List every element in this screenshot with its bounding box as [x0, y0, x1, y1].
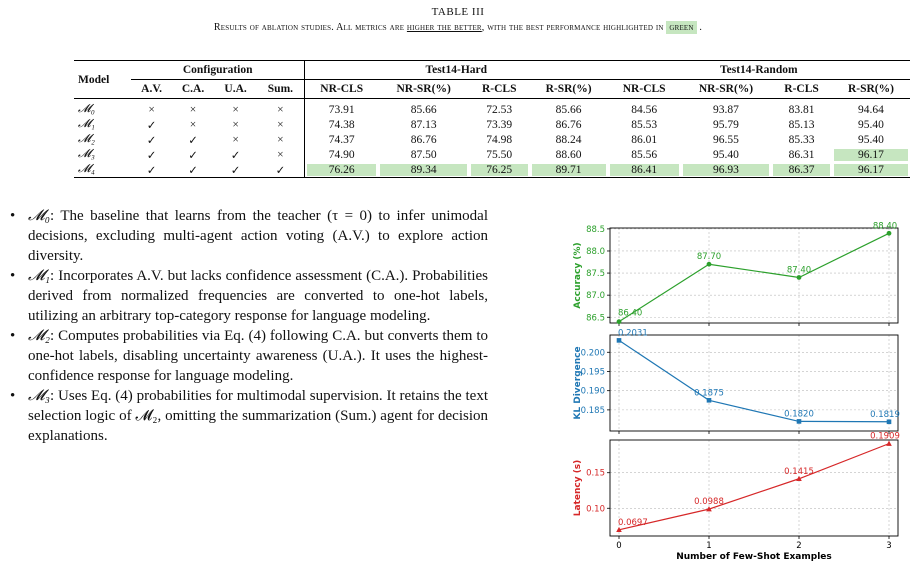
metric-cell: 85.66: [555, 103, 582, 116]
series-line: [619, 340, 889, 421]
subheader-metric-col: NR-CLS: [304, 80, 378, 99]
caption-post: .: [696, 22, 703, 33]
table-row: [74, 99, 910, 118]
config-cell: ✓: [188, 134, 198, 147]
bullet-label: 𝓜₁: [28, 268, 51, 284]
metric-cell: 72.53: [486, 103, 513, 116]
x-tick-label: 3: [886, 541, 892, 551]
caption-pre: Results of ablation studies. All metrics are: [213, 22, 407, 33]
metric-cell: 95.40: [713, 148, 739, 161]
bullet-text: : The baseline that learns from the teacher (τ = 0) to infer unimodal decisions, excluding multi-agent action voting (A.V.) to explore action diversity.: [28, 208, 488, 264]
y-tick-label: 0.10: [586, 504, 605, 515]
y-axis-label: Latency (s): [573, 459, 583, 517]
table-row: [74, 162, 910, 178]
config-cell: ×: [232, 118, 239, 131]
metric-cell: 74.90: [304, 147, 378, 162]
config-cell: ✓: [146, 149, 157, 162]
data-label: 0.1875: [694, 388, 724, 399]
y-tick-label: 86.5: [586, 313, 605, 324]
bullet-text: : Incorporates A.V. but lacks confidence assessment (C.A.). Probabilities derived from normalized frequencies are converted to one-hot labels, utilizing an arbitrary top-category response for language modeling.: [28, 268, 488, 324]
metric-cell: 85.66: [410, 103, 437, 116]
y-tick-label: 0.185: [580, 405, 605, 416]
y-tick-label: 0.190: [580, 386, 605, 397]
caption-mid: , with the best performance highlighted in: [481, 22, 667, 33]
metric-cell: 93.87: [713, 103, 739, 116]
bullet-item: [10, 206, 488, 266]
metric-cell: 86.76: [555, 118, 582, 131]
metric-cell: 94.64: [858, 103, 884, 116]
config-cell: ×: [232, 133, 239, 146]
metric-cell: 86.76: [410, 133, 437, 146]
bullet-list: [10, 206, 488, 446]
subheader-metric-col: R-SR(%): [847, 83, 894, 95]
model-cell: 𝓜₃: [78, 148, 95, 160]
config-cell: ✓: [146, 119, 157, 132]
best-value-highlight: 76.26: [307, 164, 376, 176]
data-point: [887, 231, 892, 236]
model-cell: 𝓜₄: [78, 163, 95, 175]
config-cell: ×: [277, 118, 284, 131]
config-cell: ×: [189, 118, 197, 131]
best-value-highlight: 86.37: [773, 164, 830, 176]
y-axis-label: KL Divergence: [573, 346, 583, 420]
data-label: 88.40: [872, 222, 898, 232]
bullet-dot: •: [10, 208, 16, 224]
ablation-table: [74, 60, 910, 178]
bullet-dot: •: [10, 388, 16, 404]
metric-cell: 95.40: [858, 118, 884, 131]
config-cell: ×: [277, 148, 284, 161]
y-tick-label: 0.15: [586, 468, 605, 479]
x-tick-label: 1: [706, 541, 712, 551]
x-axis-label: Number of Few-Shot Examples: [676, 552, 832, 562]
config-cell: ✓: [230, 164, 241, 177]
metric-cell: 85.13: [788, 118, 815, 131]
metric-cell: [378, 162, 468, 178]
subheader-metric-col: NR-SR(%): [396, 83, 451, 95]
bullet-label: 𝓜₃: [28, 388, 51, 404]
panel-frame: [610, 335, 898, 431]
panel-frame: [610, 228, 898, 323]
metric-cell: 87.13: [410, 118, 437, 131]
metric-cell: 88.60: [555, 148, 582, 161]
best-value-highlight: 89.71: [532, 164, 606, 176]
data-point: [617, 338, 622, 343]
metric-cell: [530, 162, 608, 178]
table-caption: [0, 22, 916, 33]
data-label: 0.1415: [784, 466, 814, 477]
subheader-metric-col: R-CLS: [784, 83, 819, 95]
metric-cell: [681, 162, 771, 178]
table-label: TABLE III: [431, 6, 485, 18]
series-line: [619, 233, 889, 321]
best-value-highlight: 96.17: [834, 164, 908, 176]
y-tick-label: 88.5: [586, 224, 605, 235]
data-label: 86.40: [618, 308, 643, 319]
bullet-label: 𝓜₂: [28, 328, 51, 344]
metric-cell: 75.50: [486, 148, 513, 161]
metric-cell: 73.39: [486, 118, 513, 131]
best-value-highlight: 86.41: [610, 164, 679, 176]
y-tick-label: 0.200: [580, 348, 605, 359]
bullet-item: [10, 326, 488, 386]
table-row: [74, 132, 910, 147]
metric-cell: [469, 162, 530, 178]
metric-cell: [771, 162, 832, 178]
config-cell: ✓: [230, 149, 241, 162]
metric-cell: [608, 162, 681, 178]
bullet-dot: •: [10, 328, 16, 344]
x-tick-label: 0: [616, 541, 622, 551]
config-cell: ✓: [188, 164, 198, 177]
few-shot-chart: [566, 222, 906, 582]
data-point: [617, 319, 622, 324]
data-label: 0.0697: [618, 517, 648, 528]
data-point: [707, 262, 712, 267]
metric-cell: 74.37: [304, 132, 378, 147]
y-tick-label: 0.195: [580, 367, 605, 378]
subheader-metric-col: NR-CLS: [622, 83, 666, 95]
subheader-config-col: A.V.: [141, 83, 163, 95]
metric-cell: 88.24: [555, 133, 582, 146]
config-cell: ×: [148, 103, 155, 116]
metric-cell: 86.01: [631, 133, 658, 146]
data-label: 0.2031: [618, 328, 648, 339]
y-axis-label: Accuracy (%): [573, 242, 583, 309]
metric-cell: 84.56: [631, 103, 658, 116]
model-cell: 𝓜₀: [78, 103, 95, 115]
config-cell: ×: [277, 103, 284, 116]
data-label: 0.0988: [694, 497, 724, 508]
metric-cell: 95.40: [858, 133, 884, 146]
config-cell: ✓: [146, 164, 157, 177]
bullet-item: [10, 266, 488, 326]
best-value-highlight: 76.25: [471, 164, 528, 176]
bullet-label: 𝓜₀: [28, 208, 51, 224]
config-cell: ✓: [275, 164, 286, 177]
caption-highlight: green: [666, 21, 696, 34]
metric-cell: 85.56: [631, 148, 658, 161]
model-cell: 𝓜₂: [78, 133, 95, 145]
subheader-config-col: Sum.: [267, 83, 294, 95]
data-point: [797, 275, 802, 280]
metric-cell: [304, 162, 378, 178]
best-value-highlight: 89.34: [380, 164, 466, 176]
model-cell: 𝓜₁: [78, 118, 95, 130]
subheader-metric-col: NR-SR(%): [698, 83, 754, 95]
data-label: 0.1820: [784, 409, 814, 420]
best-value-highlight: 96.93: [683, 164, 769, 176]
metric-cell: 87.50: [410, 148, 437, 161]
config-cell: ✓: [146, 134, 157, 147]
table-row: [74, 117, 910, 132]
header-configuration: Configuration: [131, 61, 304, 80]
data-point: [707, 398, 712, 403]
metric-cell: [832, 162, 910, 178]
subheader-metric-col: R-CLS: [481, 83, 517, 95]
table-body: [74, 99, 910, 178]
metric-cell: 74.38: [304, 117, 378, 132]
y-tick-label: 88.0: [586, 246, 605, 257]
metric-cell: 96.55: [713, 133, 739, 146]
subheader-row: [74, 80, 910, 99]
data-point: [797, 419, 802, 424]
metric-cell: [832, 147, 910, 162]
header-test14-random: Test14-Random: [608, 61, 910, 80]
best-value-highlight: 96.17: [834, 149, 908, 161]
y-tick-label: 87.0: [586, 291, 605, 302]
metric-cell: 73.91: [304, 99, 378, 118]
data-label: 0.1909: [870, 431, 900, 442]
series-line: [619, 444, 889, 530]
header-test14-hard: Test14-Hard: [304, 61, 607, 80]
subheader-config-col: C.A.: [181, 83, 205, 95]
few-shot-chart-svg: [566, 222, 906, 582]
metric-cell: 85.53: [631, 118, 658, 131]
data-label: 0.1819: [870, 409, 900, 420]
table-row: [74, 147, 910, 162]
data-label: 87.40: [786, 265, 812, 276]
metric-cell: 74.98: [486, 133, 513, 146]
y-tick-label: 87.5: [586, 269, 605, 280]
metric-cell: 86.31: [788, 148, 815, 161]
config-cell: ×: [232, 103, 239, 116]
config-cell: ×: [277, 133, 284, 146]
config-cell: ✓: [188, 149, 198, 162]
bullet-text: : Computes probabilities via Eq. (4) following C.A. but converts them to one-hot labels, disabling uncertainty awareness (U.A.). It uses the highest-confidence response for language modeling.: [28, 328, 488, 384]
metric-cell: 83.81: [788, 103, 815, 116]
bullet-dot: •: [10, 268, 16, 284]
data-label: 87.70: [696, 252, 722, 263]
data-point: [887, 419, 892, 424]
bullet-text: : Uses Eq. (4) probabilities for multimodal supervision. It retains the text selection logic of 𝓜₂, omitting the summarization (Sum.) agent for decision explanations.: [28, 388, 488, 444]
caption-emph: higher the better: [406, 22, 482, 33]
metric-cell: 95.79: [713, 118, 739, 131]
subheader-config-col: U.A.: [224, 83, 247, 95]
header-model: Model: [78, 73, 110, 86]
subheader-metric-col: R-SR(%): [545, 83, 592, 95]
x-tick-label: 2: [796, 541, 802, 551]
metric-cell: 85.33: [788, 133, 815, 146]
bullet-item: [10, 386, 488, 446]
config-cell: ×: [189, 103, 197, 116]
